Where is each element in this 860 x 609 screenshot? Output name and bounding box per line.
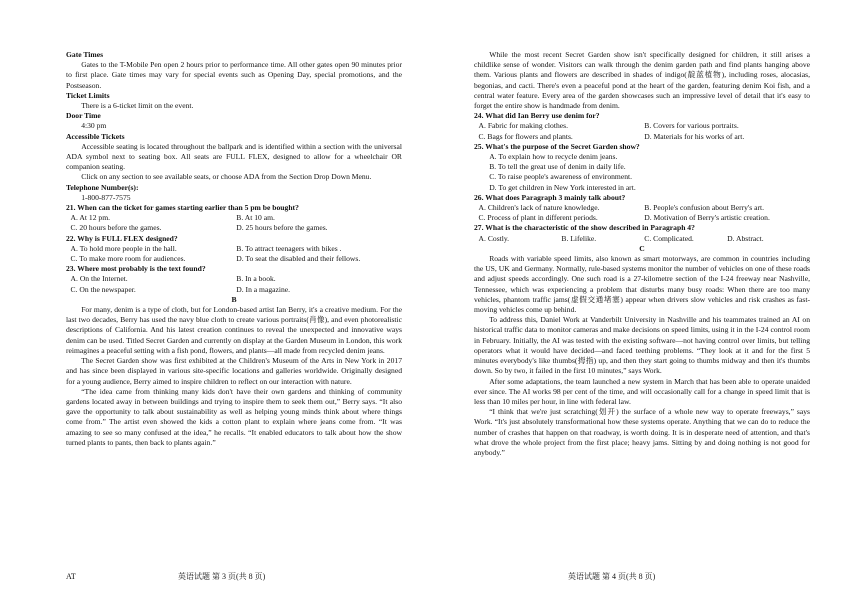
accessible-text-2: Click on any section to see available seats, or choose ADA from the Section Drop Down Menu. — [81, 172, 372, 182]
question-24: 24. What did Ian Berry use denim for? — [474, 111, 600, 121]
option: C. Complicated. — [644, 233, 694, 243]
option: B. In a book. — [236, 274, 276, 284]
accessible-tickets-heading: Accessible Tickets — [66, 131, 125, 141]
passage-b-paragraph-4: While the most recent Secret Garden show isn't specifically designed for children, it still arises a childlike sense of wonder. Visitors can walk through the denim garden path and find plants hanging above them. Various plants and flowers are described in shades of indigo(靛蓝植物), including roses, alocasias, begonias, and cacti. There's even a peaceful pond at the heart of the garden, featuring denim Koi fish, and a central water feature. Every area of the garden showcases such an impressive level of detail that it's easy to forget the entire show is handmade from denim. — [474, 50, 810, 111]
passage-c-paragraph-1: Roads with variable speed limits, also known as smart motorways, are common in countries including the US, UK and Germany. Normally, rule-based systems monitor the number of vehicles on one of these roads and adjust speeds accordingly. One such road is a 27-kilometre section of the I-24 freeway near Nashville, Tennessee, which was experiencing a problem that disturbs many busy roads: When there are too many vehicles, phantom traffic jams(虚假交通堵塞) appear when drivers slow vehicles and risk crashes as fast-moving vehicles come up behind. — [474, 254, 810, 315]
option: A. To hold more people in the hall. — [70, 243, 177, 253]
option: B. To tell the great use of denim in daily life. — [489, 162, 626, 172]
ticket-limits-text: There is a 6-ticket limit on the event. — [81, 101, 194, 111]
question-26-options — [474, 203, 810, 223]
option: C. 20 hours before the games. — [70, 223, 162, 233]
telephone-text: 1-800-877-7575 — [81, 192, 131, 202]
footer-page-left: 英语试题 第 3 页(共 8 页) — [178, 572, 266, 581]
option: A. Costly. — [478, 233, 510, 243]
option: A. At 12 pm. — [70, 213, 110, 223]
question-27: 27. What is the characteristic of the show described in Paragraph 4? — [474, 223, 695, 233]
passage-c-paragraph-3: After some adaptations, the team launched a new system in March that has been able to operate unaided ever since. The AI works 98 per cent of the time, and will occasionally call for a change in speed limit that is less than 10 miles per hour, in line with federal law. — [474, 376, 810, 406]
telephone-heading: Telephone Number(s): — [66, 182, 139, 192]
right-column — [474, 50, 810, 458]
gate-times-text: Gates to the T-Mobile Pen open 2 hours prior to performance time. All other gates open 90 minutes prior to first place. Gate times may vary for special events such as Opening Day, special promotions, and the Postseason. — [66, 60, 402, 90]
section-c-heading: C — [639, 243, 645, 253]
door-time-text: 4:30 pm — [81, 121, 107, 131]
accessible-text-1: Accessible seating is located throughout the ballpark and is identified within a section with the universal ADA symbol next to seating box. All seats are FULL FLEX, designed to allow for a wheelchair OR companion seating. — [66, 141, 402, 172]
option: A. To explain how to recycle denim jeans. — [489, 152, 618, 162]
question-25: 25. What's the purpose of the Secret Garden show? — [474, 141, 640, 151]
question-23: 23. Where most probably is the text found? — [66, 264, 206, 274]
passage-b-paragraph-2: The Secret Garden show was first exhibited at the Children's Museum of the Arts in New York in 2017 and has since been displayed in various site-specific locations and galleries worldwide. Originally designed for a young audience, Berry aimed to inspire children to reflect on our interaction with nature. — [66, 356, 402, 386]
option: A. On the Internet. — [70, 274, 128, 284]
question-26: 26. What does Paragraph 3 mainly talk about? — [474, 192, 626, 202]
question-22-options — [66, 244, 402, 264]
footer-page-right: 英语试题 第 4 页(共 8 页) — [568, 572, 656, 581]
option: B. To attract teenagers with bikes . — [236, 243, 342, 253]
question-21: 21. When can the ticket for games starting earlier than 5 pm be bought? — [66, 203, 299, 213]
question-27-options — [474, 234, 810, 244]
option: D. In a magazine. — [236, 284, 291, 294]
option: C. Process of plant in different periods. — [478, 213, 598, 223]
option: D. Materials for his works of art. — [644, 131, 745, 141]
left-column — [66, 50, 402, 448]
question-23-options — [66, 274, 402, 294]
passage-b-paragraph-1: For many, denim is a type of cloth, but for London-based artist Ian Berry, it's a creative medium. For the last two decades, Berry has used the navy blue cloth to create various portraits(肖像), and even photorealistic descriptions of California. And his latest creation continues to reveal the unexpected and innovative ways denim can be used. Titled Secret Garden and currently on display at the Garden Museum in London, this work reimagines a peaceful setting with a fish pond, flowers, and plants—all made from recycled denim jeans. — [66, 305, 402, 355]
gate-times-heading: Gate Times — [66, 50, 104, 59]
option: B. At 10 am. — [236, 213, 275, 223]
option: D. To get children in New York interested in art. — [489, 182, 636, 192]
option: D. 25 hours before the games. — [236, 223, 328, 233]
footer-code: AT — [66, 572, 76, 581]
passage-b-paragraph-3: “The idea came from thinking many kids don't have their own gardens and thinking of community gardens located away in between buildings and trying to inspire them to seek them out,” Berry says. “It also gave the opportunity to talk about sustainability as well as helping young minds think about where things come from.” The artist even showed the kids a cotton plant to explain where jeans come from. “It was amazing to see so many confused at the idea,” he recalls. “It enabled educators to talk about how the show turned plants to pants, then back to plants again.” — [66, 386, 402, 447]
passage-c-paragraph-2: To address this, Daniel Work at Vanderbilt University in Nashville and his teammates trained an AI on historical traffic data to monitor cameras and make decisions on speed limits, using it in the I-24 control room in February. Initially, the AI was tested with the existing software—not having control over limits, but telling operators what it would have decided—and faced teething problems. “They look at it and for the first 5 minutes everybody's like thumbs(拇指) up, and then they start going to thumbs midway and then it's thumbs down. So by two, it failed in the first 10 minutes,” says Work. — [474, 315, 810, 376]
option: D. Motivation of Berry's artistic creation. — [644, 213, 770, 223]
option: D. Abstract. — [727, 233, 764, 243]
question-24-options — [474, 121, 810, 141]
door-time-heading: Door Time — [66, 111, 101, 121]
ticket-limits-heading: Ticket Limits — [66, 90, 110, 100]
question-25-options — [474, 152, 810, 193]
option: C. To make more room for audiences. — [70, 254, 186, 264]
option: D. To seat the disabled and their fellows. — [236, 254, 361, 264]
passage-c-paragraph-4: “I think that we're just scratching(划开) the surface of a whole new way to operate freeways,” says Work. “It's just absolutely transformational how these systems operate. Anything that we can do to reduce the number of crashes that happen on that roadway, is worth doing. It is in desperate need of attention, and that's what drove the whole project from the first place; heavy jams. Sitting by and doing nothing is not good for anybody.” — [474, 407, 810, 457]
option: C. On the newspaper. — [70, 284, 136, 294]
option: B. Covers for various portraits. — [644, 121, 739, 131]
option: A. Children's lack of nature knowledge. — [478, 203, 600, 213]
option: B. Lifelike. — [561, 233, 597, 243]
option: A. Fabric for making clothes. — [478, 121, 568, 131]
option: B. People's confusion about Berry's art. — [644, 203, 765, 213]
option: C. To raise people's awareness of environment. — [489, 172, 633, 182]
option: C. Bags for flowers and plants. — [478, 131, 573, 141]
section-b-heading: B — [231, 294, 237, 304]
question-22: 22. Why is FULL FLEX designed? — [66, 233, 178, 243]
question-21-options — [66, 213, 402, 233]
